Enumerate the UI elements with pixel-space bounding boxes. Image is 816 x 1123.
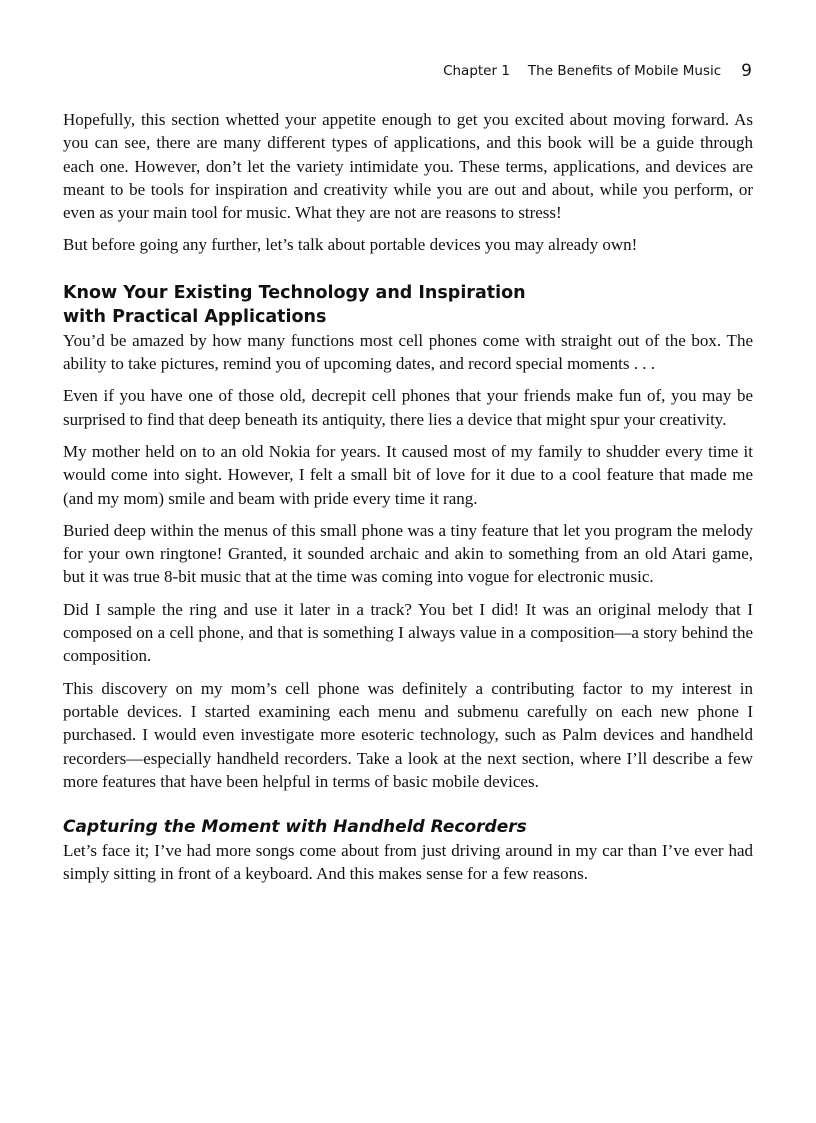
subsection-heading: Capturing the Moment with Handheld Recorders [63,817,527,838]
body-paragraph: This discovery on my mom’s cell phone was definitely a contributing factor to my interest in portable devices. I started examining each menu and submenu carefully on each new phone I purchased. I would even investigate more esoteric technology, such as Palm devices and handheld recorders—especially handheld recorders. Take a look at the next section, where I’ll describe a few more features that have been helpful in terms of basic mobile devices. [63,678,753,791]
body-paragraph: You’d be amazed by how many functions most cell phones come with straight out of the box. The ability to take pictures, remind you of upcoming dates, and record special moments . . . [63,330,753,374]
section-heading-line: Know Your Existing Technology and Inspiration [63,282,526,303]
page-content [63,108,753,895]
section-heading-line: with Practical Applications [63,306,327,327]
chapter-label: Chapter 1 [443,63,510,79]
page-number: 9 [741,61,752,81]
body-paragraph: But before going any further, let’s talk about portable devices you may already own! [63,235,638,255]
body-paragraph: My mother held on to an old Nokia for years. It caused most of my family to shudder every time it would come into sight. However, I felt a small bit of love for it due to a cool feature that made me (and my mom) smile and beam with pride every time it rang. [63,441,753,508]
body-paragraph: Did I sample the ring and use it later in a track? You bet I did! It was an original melody that I composed on a cell phone, and that is something I always value in a composition—a story behind the composition. [63,599,753,666]
body-paragraph: Let’s face it; I’ve had more songs come about from just driving around in my car than I’ve ever had simply sitting in front of a keyboard. And this makes sense for a few reasons. [63,841,753,884]
running-head [64,60,752,84]
body-paragraph: Buried deep within the menus of this small phone was a tiny feature that let you program the melody for your own ringtone! Granted, it sounded archaic and akin to something from an old Atari game, but it was true 8-bit music that at the time was coming into vogue for electronic music. [63,520,753,587]
chapter-title: The Benefits of Mobile Music [527,63,722,79]
section-heading [63,281,753,329]
body-paragraph: Hopefully, this section whetted your appetite enough to get you excited about moving forward. As you can see, there are many different types of applications, and this book will be a guide through each one. However, don’t let the variety intimidate you. These terms, applications, and devices are meant to be tools for inspiration and creativity while you are out and about, while you perform, or even as your main tool for music. What they are not are reasons to stress! [63,110,753,223]
body-paragraph: Even if you have one of those old, decrepit cell phones that your friends make fun of, you may be surprised to find that deep beneath its antiquity, there lies a device that might spur your creativity. [63,386,753,429]
